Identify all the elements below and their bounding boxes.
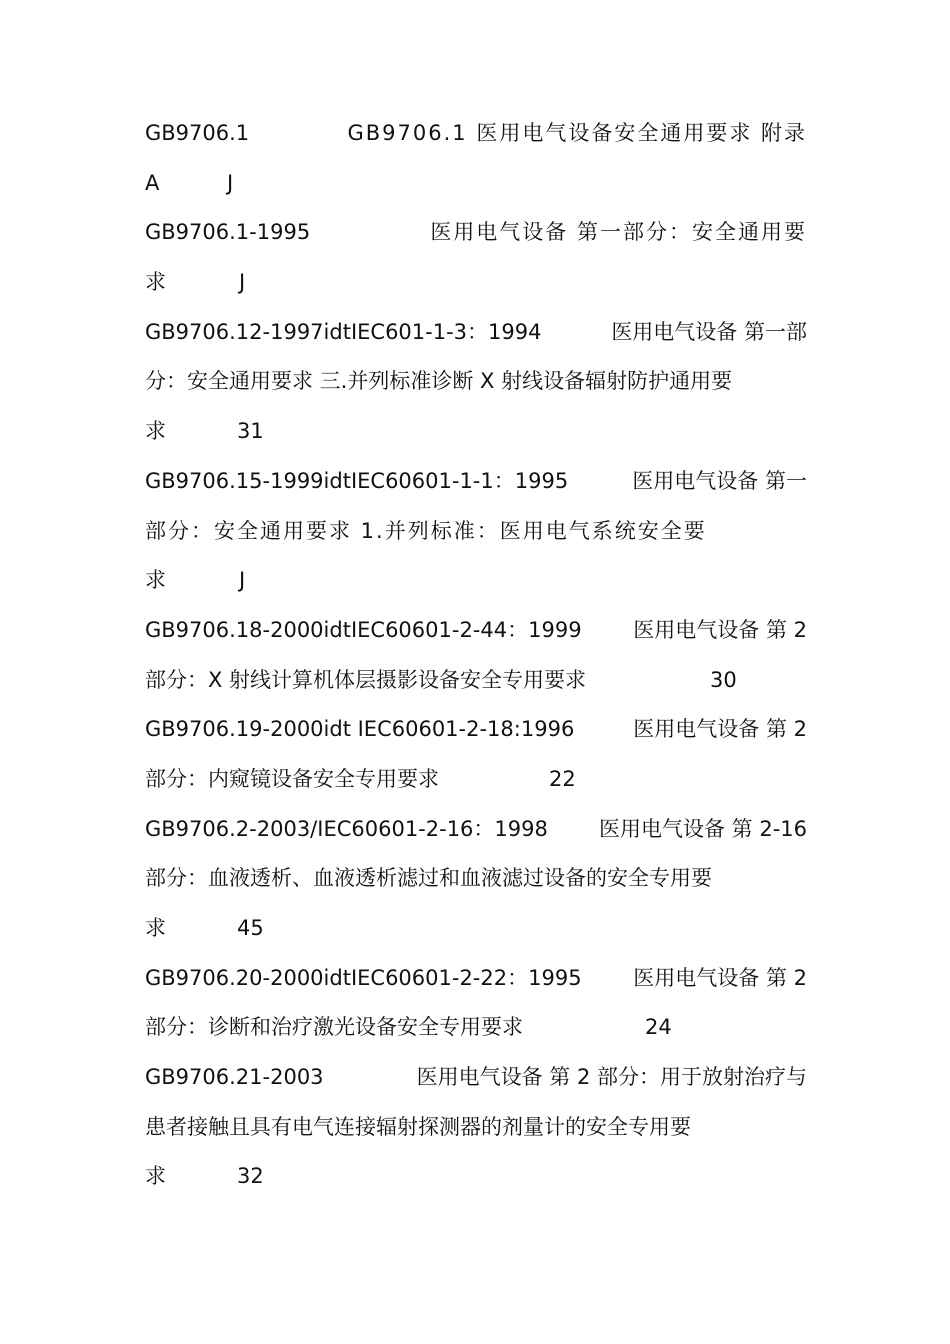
entry-9-code: GB9706.21-2003 xyxy=(145,1065,324,1090)
entry-3-page: 31 xyxy=(237,419,264,444)
entry-6-code: GB9706.19-2000idt IEC60601-2-18:1996 xyxy=(145,717,575,742)
entry-5-title-cont: 部分：X 射线计算机体层摄影设备安全专用要求 xyxy=(145,667,587,692)
entry-4-line-3 xyxy=(145,556,807,606)
entry-9-line-1 xyxy=(145,1053,807,1103)
entry-4-title-end: 求 xyxy=(145,568,166,593)
entry-4-title: 医用电气设备 第一 xyxy=(632,468,807,493)
entry-5-line-1 xyxy=(145,606,807,656)
entry-7-line-3 xyxy=(145,904,807,954)
entry-7-code: GB9706.2-2003/IEC60601-2-16：1998 xyxy=(145,816,548,841)
entry-1-title: GB9706.1 医用电气设备安全通用要求 附录 xyxy=(347,121,807,145)
entry-3-title-end: 求 xyxy=(145,419,166,444)
entry-2-line-2 xyxy=(145,258,807,308)
entry-2-code: GB9706.1-1995 xyxy=(145,220,311,245)
entry-8-line-2 xyxy=(145,1003,807,1053)
entry-1-line-2 xyxy=(145,159,807,209)
entry-4-title-cont: 部分：安全通用要求 1.并列标准：医用电气系统安全要 xyxy=(145,518,707,543)
entry-6-title: 医用电气设备 第 2 xyxy=(633,717,807,742)
entry-4-line-2 xyxy=(145,507,807,557)
entry-7-page: 45 xyxy=(237,916,264,940)
entry-3-line-3 xyxy=(145,407,807,457)
entry-6-line-2 xyxy=(145,755,807,805)
entry-2-title: 医用电气设备 第一部分：安全通用要 xyxy=(430,220,807,245)
entry-4-page: J xyxy=(239,568,246,593)
entry-3-code: GB9706.12-1997idtIEC601-1-3：1994 xyxy=(145,319,542,344)
entry-4-code: GB9706.15-1999idtIEC60601-1-1：1995 xyxy=(145,468,569,493)
entry-9-line-3 xyxy=(145,1152,807,1202)
document-page xyxy=(145,109,807,1202)
entry-7-title-end: 求 xyxy=(145,916,166,940)
entry-8-page: 24 xyxy=(645,1015,672,1040)
entry-9-line-2 xyxy=(145,1103,807,1153)
entry-2-line-1 xyxy=(145,208,807,258)
entry-5-page: 30 xyxy=(710,667,737,692)
entry-6-line-1 xyxy=(145,705,807,755)
entry-8-line-1 xyxy=(145,954,807,1004)
entry-1-code: GB9706.1 xyxy=(145,121,250,145)
entry-5-code: GB9706.18-2000idtIEC60601-2-44：1999 xyxy=(145,617,582,642)
entry-3-title: 医用电气设备 第一部 xyxy=(611,319,807,344)
entry-2-page: J xyxy=(239,270,246,295)
entry-7-title-cont: 部分：血液透析、血液透析滤过和血液滤过设备的安全专用要 xyxy=(145,866,712,891)
entry-8-title: 医用电气设备 第 2 xyxy=(633,965,807,990)
entry-2-title-cont: 求 xyxy=(145,270,166,295)
entry-3-title-cont: 分：安全通用要求 三.并列标准诊断 X 射线设备辐射防护通用要 xyxy=(145,369,733,394)
entry-8-code: GB9706.20-2000idtIEC60601-2-22：1995 xyxy=(145,965,582,990)
entry-4-line-1 xyxy=(145,457,807,507)
entry-7-title: 医用电气设备 第 2-16 xyxy=(598,816,807,841)
entry-3-line-2 xyxy=(145,357,807,407)
entry-7-line-1 xyxy=(145,805,807,855)
entry-6-title-cont: 部分：内窥镜设备安全专用要求 xyxy=(145,766,439,791)
entry-1-page: J xyxy=(227,170,234,195)
entry-1-line-1 xyxy=(145,109,807,159)
entry-9-title-cont: 患者接触且具有电气连接辐射探测器的剂量计的安全专用要 xyxy=(145,1114,691,1139)
entry-3-line-1 xyxy=(145,308,807,358)
entry-5-line-2 xyxy=(145,656,807,706)
entry-1-title-cont: A xyxy=(145,170,160,195)
entry-9-title: 医用电气设备 第 2 部分：用于放射治疗与 xyxy=(416,1065,807,1090)
entry-9-page: 32 xyxy=(237,1164,264,1189)
entry-6-page: 22 xyxy=(549,766,576,791)
entry-7-line-2 xyxy=(145,854,807,904)
entry-8-title-cont: 部分：诊断和治疗激光设备安全专用要求 xyxy=(145,1015,523,1040)
entry-5-title: 医用电气设备 第 2 xyxy=(633,617,807,642)
entry-9-title-end: 求 xyxy=(145,1164,166,1189)
